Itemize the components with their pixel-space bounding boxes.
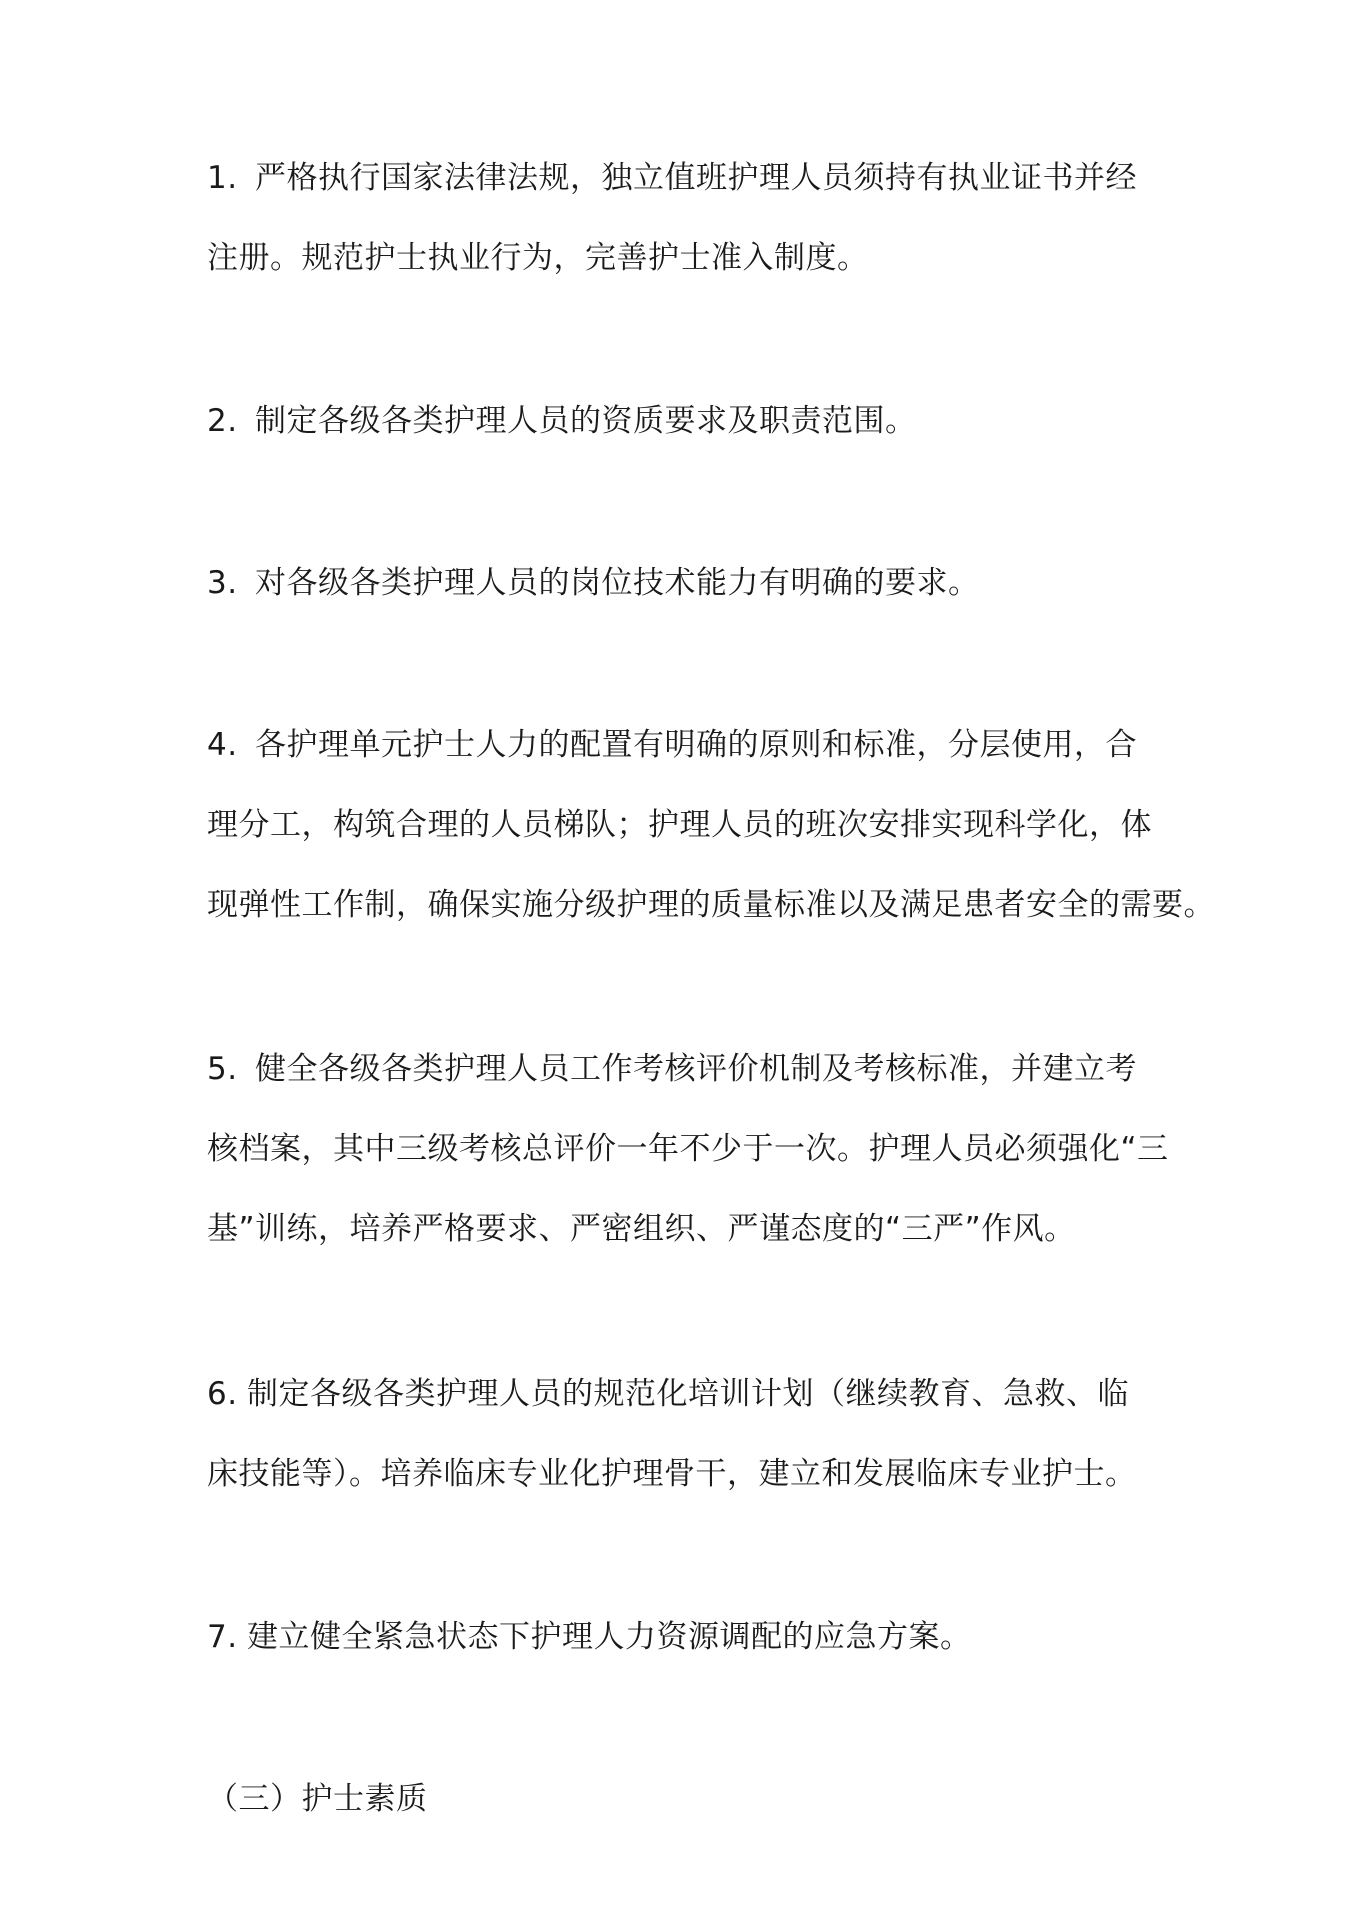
list-item-number: 2. (207, 403, 238, 439)
section-heading: （三）护士素质 (207, 1781, 428, 1817)
list-item-line (207, 138, 1207, 218)
list-item-6 (207, 1354, 1207, 1514)
list-item-text: 对各级各类护理人员的岗位技术能力有明确的要求。 (255, 565, 980, 601)
list-item-2 (207, 381, 1207, 461)
list-item-line (207, 218, 1207, 298)
list-item-text: 核档案，其中三级考核总评价一年不少于一次。护理人员必须强化“三 (207, 1131, 1169, 1167)
list-item-text: 基”训练，培养严格要求、严密组织、严谨态度的“三严”作风。 (207, 1211, 1076, 1247)
list-item-number: 4. (207, 727, 238, 763)
list-item-3 (207, 543, 1207, 623)
list-item-number: 3. (207, 565, 238, 601)
list-item-line (207, 1597, 1207, 1677)
list-item-line (207, 1189, 1207, 1269)
list-item-number: 5. (207, 1051, 238, 1087)
list-item-line (207, 1354, 1207, 1434)
list-item-line (207, 705, 1207, 785)
list-item-text: 建立健全紧急状态下护理人力资源调配的应急方案。 (247, 1619, 972, 1655)
list-item-text: 现弹性工作制，确保实施分级护理的质量标准以及满足患者安全的需要。 (207, 887, 1215, 923)
list-item-5 (207, 1029, 1207, 1269)
list-item-text: 理分工，构筑合理的人员梯队；护理人员的班次安排实现科学化，体 (207, 807, 1152, 843)
list-item-number: 1. (207, 160, 238, 196)
list-item-line (207, 543, 1207, 623)
list-item-text: 严格执行国家法律法规，独立值班护理人员须持有执业证书并经 (255, 160, 1137, 196)
list-item-4 (207, 705, 1215, 945)
list-item-line (207, 1029, 1207, 1109)
list-item-number: 7. (207, 1619, 238, 1655)
list-item-line (207, 865, 1215, 945)
list-item-1 (207, 138, 1207, 298)
list-item-text: 健全各级各类护理人员工作考核评价机制及考核标准，并建立考 (255, 1051, 1137, 1087)
list-item-text: 各护理单元护士人力的配置有明确的原则和标准，分层使用，合 (255, 727, 1137, 763)
list-item-text: 床技能等）。培养临床专业化护理骨干，建立和发展临床专业护士。 (207, 1456, 1137, 1492)
list-item-7 (207, 1597, 1207, 1677)
list-item-text: 制定各级各类护理人员的资质要求及职责范围。 (255, 403, 917, 439)
list-item-line (207, 1109, 1207, 1189)
list-item-line (207, 381, 1207, 461)
list-item-line (207, 1434, 1207, 1514)
list-item-text: 制定各级各类护理人员的规范化培训计划（继续教育、急救、临 (247, 1376, 1129, 1412)
list-item-line (207, 785, 1207, 865)
list-item-text: 注册。规范护士执业行为，完善护士准入制度。 (207, 240, 869, 276)
list-item-number: 6. (207, 1376, 238, 1412)
